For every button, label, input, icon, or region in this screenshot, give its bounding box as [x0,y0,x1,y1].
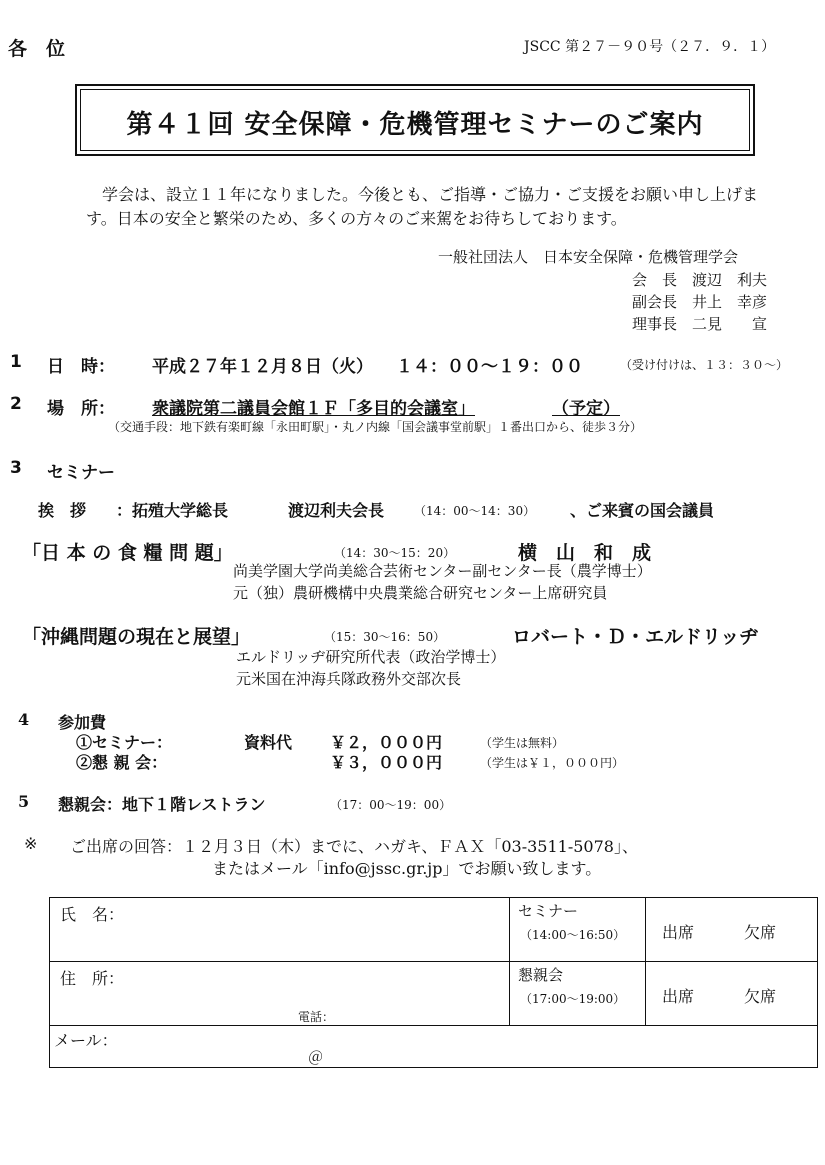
intro-line-1: 学会は、設立１１年になりました。今後とも、ご指導・ご協力・ご支援をお願い申し上げま [102,185,759,204]
venue: 衆議院第二議員会館１Ｆ「多目的会議室」 [152,399,475,419]
organizer-president: 会 長 渡辺 利夫 [632,271,768,289]
lecture-2-title: 「沖縄問題の現在と展望」 [22,626,251,648]
addressee: 各 位 [8,38,66,60]
fee-party-note: （学生は￥１，０００円） [480,756,625,770]
title-box [75,84,755,156]
reply-note-mark: ※ [24,834,38,853]
intro-line-2: す。日本の安全と繁栄のため、多くの方々のご来駕をお待ちしております。 [86,209,627,228]
item-number-4: 4 [18,710,30,729]
mail-field[interactable] [50,1026,818,1068]
address-label: 住 所： [60,969,125,988]
party-text: 懇親会：地下１階レストラン [58,795,266,814]
lecture-2-time: （15：30～16：50） [324,630,446,644]
event-time: １４：００～１９：００ [396,357,583,377]
greeting-tail: 、ご来賓の国会議員 [570,501,715,520]
form-party-time: （17:00～19:00） [520,992,626,1006]
name-label: 氏 名： [60,905,125,924]
lecture-2-affiliation-2: 元米国在沖海兵隊政務外交部次長 [236,670,462,688]
fee-party-name: ②懇 親 会： [76,753,168,772]
lecture-1-affiliation-1: 尚美学園大学尚美総合芸術センター副センター長（農学博士） [233,562,652,580]
item-number-2: 2 [10,394,22,414]
page-title: 第４１回 安全保障・危機管理セミナーのご案内 [126,110,704,140]
lecture-1-speaker: 横 山 和 成 [518,542,652,564]
reference-number: JSCC 第２７－９０号（２７．９．１） [524,39,776,55]
fee-seminar-kind: 資料代 [244,733,293,752]
fee-label: 参加費 [58,713,107,732]
date-label: 日 時： [47,357,115,377]
greeting-time: （14：00～14：30） [414,504,536,518]
reply-form [49,897,818,1068]
party-attend-option[interactable]: 出席 [662,987,695,1006]
seminar-attendance-cell [646,898,818,962]
place-label: 場 所： [47,399,115,419]
lecture-1-title: 「日 本 の 食 糧 問 題」 [22,542,233,564]
item-number-5: 5 [18,792,30,811]
seminar-attend-option[interactable]: 出席 [662,923,695,942]
organizer-chairman: 理事長 二見 宣 [632,315,768,333]
lecture-2-speaker: ロバート・Ｄ・エルドリッヂ [512,626,759,648]
form-party-label: 懇親会 [518,966,564,984]
greeting-label: 挨 拶 [38,501,87,520]
party-attendance-cell [646,962,818,1026]
item-number-3: 3 [10,458,22,478]
name-field[interactable] [50,898,510,962]
address-field[interactable] [50,962,510,1026]
seminar-absent-option[interactable]: 欠席 [744,923,777,942]
fee-seminar-name: ①セミナー： [76,733,173,752]
at-mark: ＠ [308,1048,324,1066]
lecture-2-affiliation-1: エルドリッヂ研究所代表（政治学博士） [236,648,506,666]
lecture-1-affiliation-2: 元（独）農研機構中央農業総合研究センター上席研究員 [233,584,608,602]
phone-label: 電話： [298,1010,335,1024]
organizer-vice-president: 副会長 井上 幸彦 [632,293,768,311]
access-note: （交通手段：地下鉄有楽町線「永田町駅」・丸ノ内線「国会議事堂前駅」１番出口から、徒歩３分） [108,420,643,434]
venue-tentative: （予定） [552,399,620,419]
party-time: （17：00～19：00） [330,798,452,812]
form-seminar-time: （14:00～16:50） [520,928,626,942]
mail-label: メール： [54,1031,118,1050]
organizer-name: 一般社団法人 日本安全保障・危機管理学会 [438,248,739,266]
seminar-label: セミナー [47,463,115,483]
greeting-text: ：拓殖大学総長 [116,501,229,520]
fee-seminar-amount: ￥２，０００円 [330,733,443,752]
reply-note-line-2: またはメール「info@jssc.gr.jp」でお願い致します。 [212,859,602,878]
greeting-speaker: 渡辺利夫会長 [288,501,385,520]
reception-note: （受け付けは、１３：３０～） [620,358,789,372]
event-date: 平成２７年１２月８日（火） [152,357,373,377]
lecture-1-time: （14：30～15：20） [334,546,456,560]
fee-seminar-note: （学生は無料） [480,736,565,750]
party-absent-option[interactable]: 欠席 [744,987,777,1006]
seminar-cell [510,898,646,962]
item-number-1: 1 [10,352,22,372]
fee-party-amount: ￥３，０００円 [330,753,443,772]
form-seminar-label: セミナー [518,902,579,920]
reply-note-line-1: ご出席の回答：１２月３日（木）までに、ハガキ、ＦＡＸ「03-3511-5078」、 [70,837,638,856]
party-cell [510,962,646,1026]
